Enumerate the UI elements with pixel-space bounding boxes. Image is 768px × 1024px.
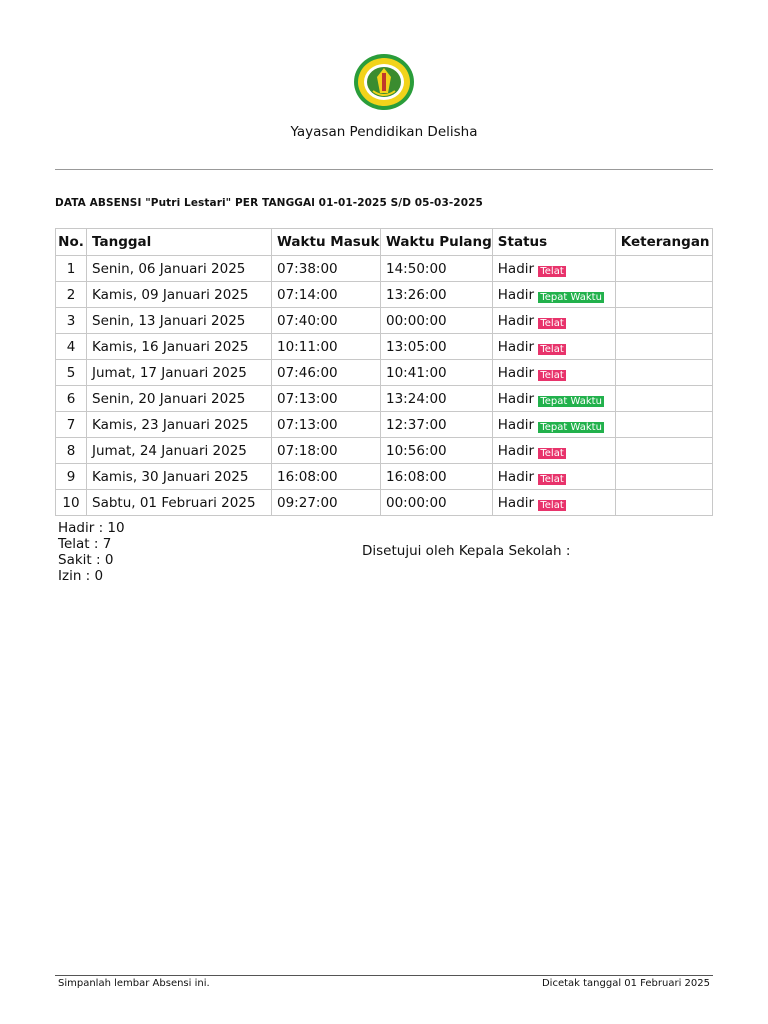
row-time-out: 10:56:00 (381, 438, 493, 464)
row-time-out: 00:00:00 (381, 308, 493, 334)
status-text: Hadir (497, 390, 535, 407)
summary-hadir: Hadir : 10 (58, 520, 125, 536)
status-text: Hadir (497, 260, 535, 277)
row-no: 6 (56, 386, 87, 412)
table-row (56, 282, 713, 308)
row-time-out: 10:41:00 (381, 360, 493, 386)
print-date: Dicetak tanggal 01 Februari 2025 (541, 978, 710, 989)
status-text: Hadir (497, 494, 535, 511)
row-no: 9 (56, 464, 87, 490)
row-note (615, 256, 712, 282)
table-row (56, 360, 713, 386)
table-row (56, 334, 713, 360)
footer-divider (55, 975, 713, 976)
table-row (56, 438, 713, 464)
row-date: Kamis, 23 Januari 2025 (87, 412, 272, 438)
report-title: DATA ABSENSI "Putri Lestari" PER TANGGAl 01-01-2025 S/D 05-03-2025 (55, 197, 483, 209)
status-badge: Telat (540, 317, 564, 329)
column-header-note: Keterangan (615, 229, 712, 256)
table-row (56, 386, 713, 412)
row-date: Sabtu, 01 Februari 2025 (87, 490, 272, 516)
row-note (615, 282, 712, 308)
status-badge: Tepat Waktu (540, 395, 602, 407)
row-date: Senin, 06 Januari 2025 (87, 256, 272, 282)
table-row (56, 308, 713, 334)
footer-note: Simpanlah lembar Absensi ini. (58, 978, 210, 989)
row-time-out: 00:00:00 (381, 490, 493, 516)
row-status (492, 386, 615, 412)
status-badge: Telat (540, 473, 564, 485)
organization-name: Yayasan Pendidikan Delisha (290, 124, 478, 140)
school-logo (353, 53, 415, 111)
status-text: Hadir (497, 416, 535, 433)
table-row (56, 256, 713, 282)
column-header-time-out: Waktu Pulang (381, 229, 493, 256)
row-note (615, 386, 712, 412)
row-time-out: 13:26:00 (381, 282, 493, 308)
status-badge: Tepat Waktu (540, 421, 602, 433)
row-date: Senin, 20 Januari 2025 (87, 386, 272, 412)
row-note (615, 360, 712, 386)
status-text: Hadir (497, 312, 535, 329)
status-badge: Telat (540, 447, 564, 459)
status-text: Hadir (497, 442, 535, 459)
header-divider (55, 169, 713, 170)
row-status (492, 464, 615, 490)
column-header-no: No. (56, 229, 87, 256)
row-time-out: 13:05:00 (381, 334, 493, 360)
status-text: Hadir (497, 364, 535, 381)
row-status (492, 490, 615, 516)
row-time-in: 09:27:00 (272, 490, 381, 516)
status-badge: Telat (540, 369, 564, 381)
column-header-date: Tanggal (87, 229, 272, 256)
row-time-in: 16:08:00 (272, 464, 381, 490)
row-date: Senin, 13 Januari 2025 (87, 308, 272, 334)
column-header-status: Status (492, 229, 615, 256)
row-date: Jumat, 17 Januari 2025 (87, 360, 272, 386)
attendance-summary (58, 520, 125, 584)
row-status (492, 360, 615, 386)
row-time-in: 07:13:00 (272, 412, 381, 438)
row-time-in: 07:18:00 (272, 438, 381, 464)
row-time-out: 16:08:00 (381, 464, 493, 490)
summary-telat: Telat : 7 (58, 536, 112, 552)
status-text: Hadir (497, 468, 535, 485)
status-text: Hadir (497, 286, 535, 303)
row-time-in: 07:13:00 (272, 386, 381, 412)
row-note (615, 438, 712, 464)
row-note (615, 464, 712, 490)
status-badge: Telat (540, 265, 564, 277)
row-time-out: 12:37:00 (381, 412, 493, 438)
row-no: 1 (56, 256, 87, 282)
row-no: 5 (56, 360, 87, 386)
row-date: Kamis, 30 Januari 2025 (87, 464, 272, 490)
approval-label: Disetujui oleh Kepala Sekolah : (362, 543, 571, 559)
status-text: Hadir (497, 338, 535, 355)
table-row (56, 412, 713, 438)
row-date: Kamis, 09 Januari 2025 (87, 282, 272, 308)
row-time-in: 07:40:00 (272, 308, 381, 334)
row-time-in: 07:14:00 (272, 282, 381, 308)
row-time-out: 14:50:00 (381, 256, 493, 282)
row-time-out: 13:24:00 (381, 386, 493, 412)
status-badge: Telat (540, 343, 564, 355)
logo-seal-icon (354, 54, 414, 110)
row-time-in: 10:11:00 (272, 334, 381, 360)
row-date: Jumat, 24 Januari 2025 (87, 438, 272, 464)
row-no: 10 (56, 490, 87, 516)
row-no: 4 (56, 334, 87, 360)
summary-sakit: Sakit : 0 (58, 552, 114, 568)
row-note (615, 334, 712, 360)
row-no: 3 (56, 308, 87, 334)
row-time-in: 07:46:00 (272, 360, 381, 386)
row-no: 8 (56, 438, 87, 464)
attendance-table (55, 228, 713, 516)
row-no: 7 (56, 412, 87, 438)
row-status (492, 256, 615, 282)
column-header-time-in: Waktu Masuk (272, 229, 381, 256)
table-header-row (56, 229, 713, 256)
row-status (492, 438, 615, 464)
row-no: 2 (56, 282, 87, 308)
row-time-in: 07:38:00 (272, 256, 381, 282)
row-date: Kamis, 16 Januari 2025 (87, 334, 272, 360)
status-badge: Telat (540, 499, 564, 511)
status-badge: Tepat Waktu (540, 291, 602, 303)
row-status (492, 282, 615, 308)
table-row (56, 490, 713, 516)
row-status (492, 412, 615, 438)
row-note (615, 308, 712, 334)
row-status (492, 308, 615, 334)
summary-izin: Izin : 0 (58, 568, 104, 584)
row-note (615, 412, 712, 438)
row-note (615, 490, 712, 516)
table-row (56, 464, 713, 490)
row-status (492, 334, 615, 360)
